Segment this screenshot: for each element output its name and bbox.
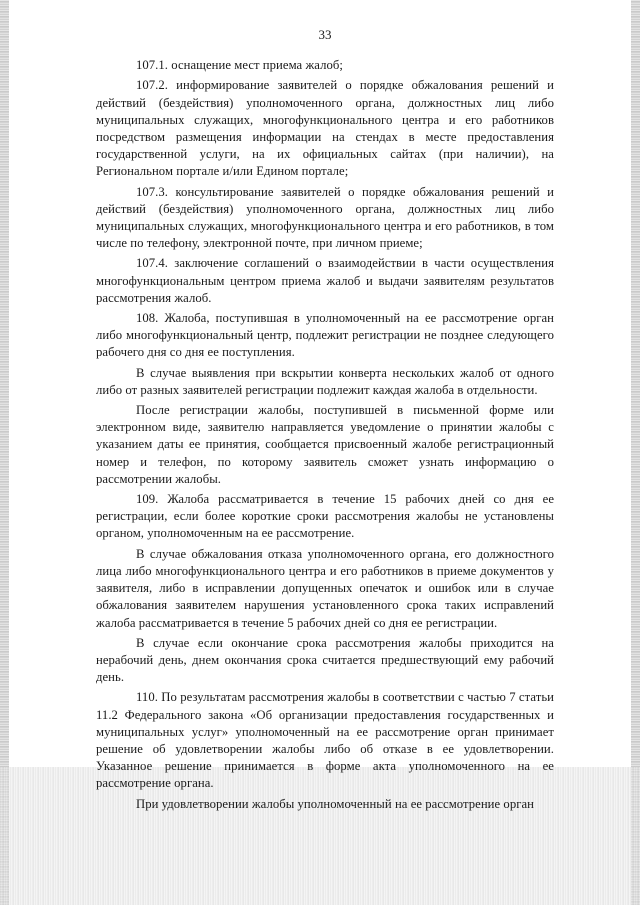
paragraph: 108. Жалоба, поступившая в уполномоченный на ее рассмотрение орган либо многофункциональный центр, подлежит регистрации не позднее следующего рабочего дня со дня ее поступления. [96, 311, 554, 360]
paragraph: 107.1. оснащение мест приема жалоб; [136, 58, 343, 73]
page-number: 33 [318, 27, 332, 42]
paragraph: 110. По результатам рассмотрения жалобы в соответствии с частью 7 статьи 11.2 Федерального закона «Об организации предоставления государственных и муниципальных услуг» уполномоченный на ее рассмотрение орган принимает решение об удовлетворении жалобы либо об отказе в ее удовлетворении. Указанное решение принимается в форме акта уполномоченного на ее рассмотрение органа. [96, 690, 554, 791]
paragraph: 109. Жалоба рассматривается в течение 15 рабочих дней со дня ее регистрации, если более короткие сроки рассмотрения жалобы не установлены органом, уполномоченным на ее рассмотрение. [96, 492, 554, 541]
paragraph: 107.2. информирование заявителей о порядке обжалования решений и действий (бездействия) уполномоченного органа, должностных лиц либо муниципальных служащих, многофункционального центра и его работников посредством размещения информации на стендах в месте предоставления государственной услуги, на их официальных сайтах (при наличии), на Региональном портале и/или Едином портале; [96, 78, 554, 179]
paragraph: После регистрации жалобы, поступившей в письменной форме или электронном виде, заявителю направляется уведомление о принятии жалобы с указанием даты ее принятия, сообщается присвоенный жалобе регистрационный номер и телефон, по которому заявитель сможет узнать информацию о рассмотрении жалобы. [96, 403, 554, 486]
document-page [96, 26, 554, 816]
paragraph: 107.4. заключение соглашений о взаимодействии в части осуществления многофункциональным центром приема жалоб и выдачи заявителям результатов рассмотрения жалоб. [96, 256, 554, 305]
paragraph: В случае обжалования отказа уполномоченного органа, его должностного лица либо многофункционального центра и его работников в приеме документов у заявителя, либо в исправлении допущенных опечаток и ошибок или в случае обжалования заявителем нарушения установленного срока таких исправлений жалоба рассматривается в течение 5 рабочих дней со дня ее регистрации. [96, 546, 554, 630]
paragraph: В случае выявления при вскрытии конверта нескольких жалоб от одного либо от разных заявителей регистрации подлежит каждая жалоба в отдельности. [96, 365, 554, 397]
paragraph: При удовлетворении жалобы уполномоченный на ее рассмотрение орган [136, 796, 534, 811]
paragraph: В случае если окончание срока рассмотрения жалобы приходится на нерабочий день, днем окончания срока считается предшествующий ему рабочий день. [96, 635, 554, 685]
paragraph: 107.3. консультирование заявителей о порядке обжалования решений и действий (бездействия) уполномоченного органа, должностных лиц либо муниципальных служащих, многофункционального центра и его работников, в том числе по телефону, электронной почте, при личном приеме; [96, 184, 554, 251]
